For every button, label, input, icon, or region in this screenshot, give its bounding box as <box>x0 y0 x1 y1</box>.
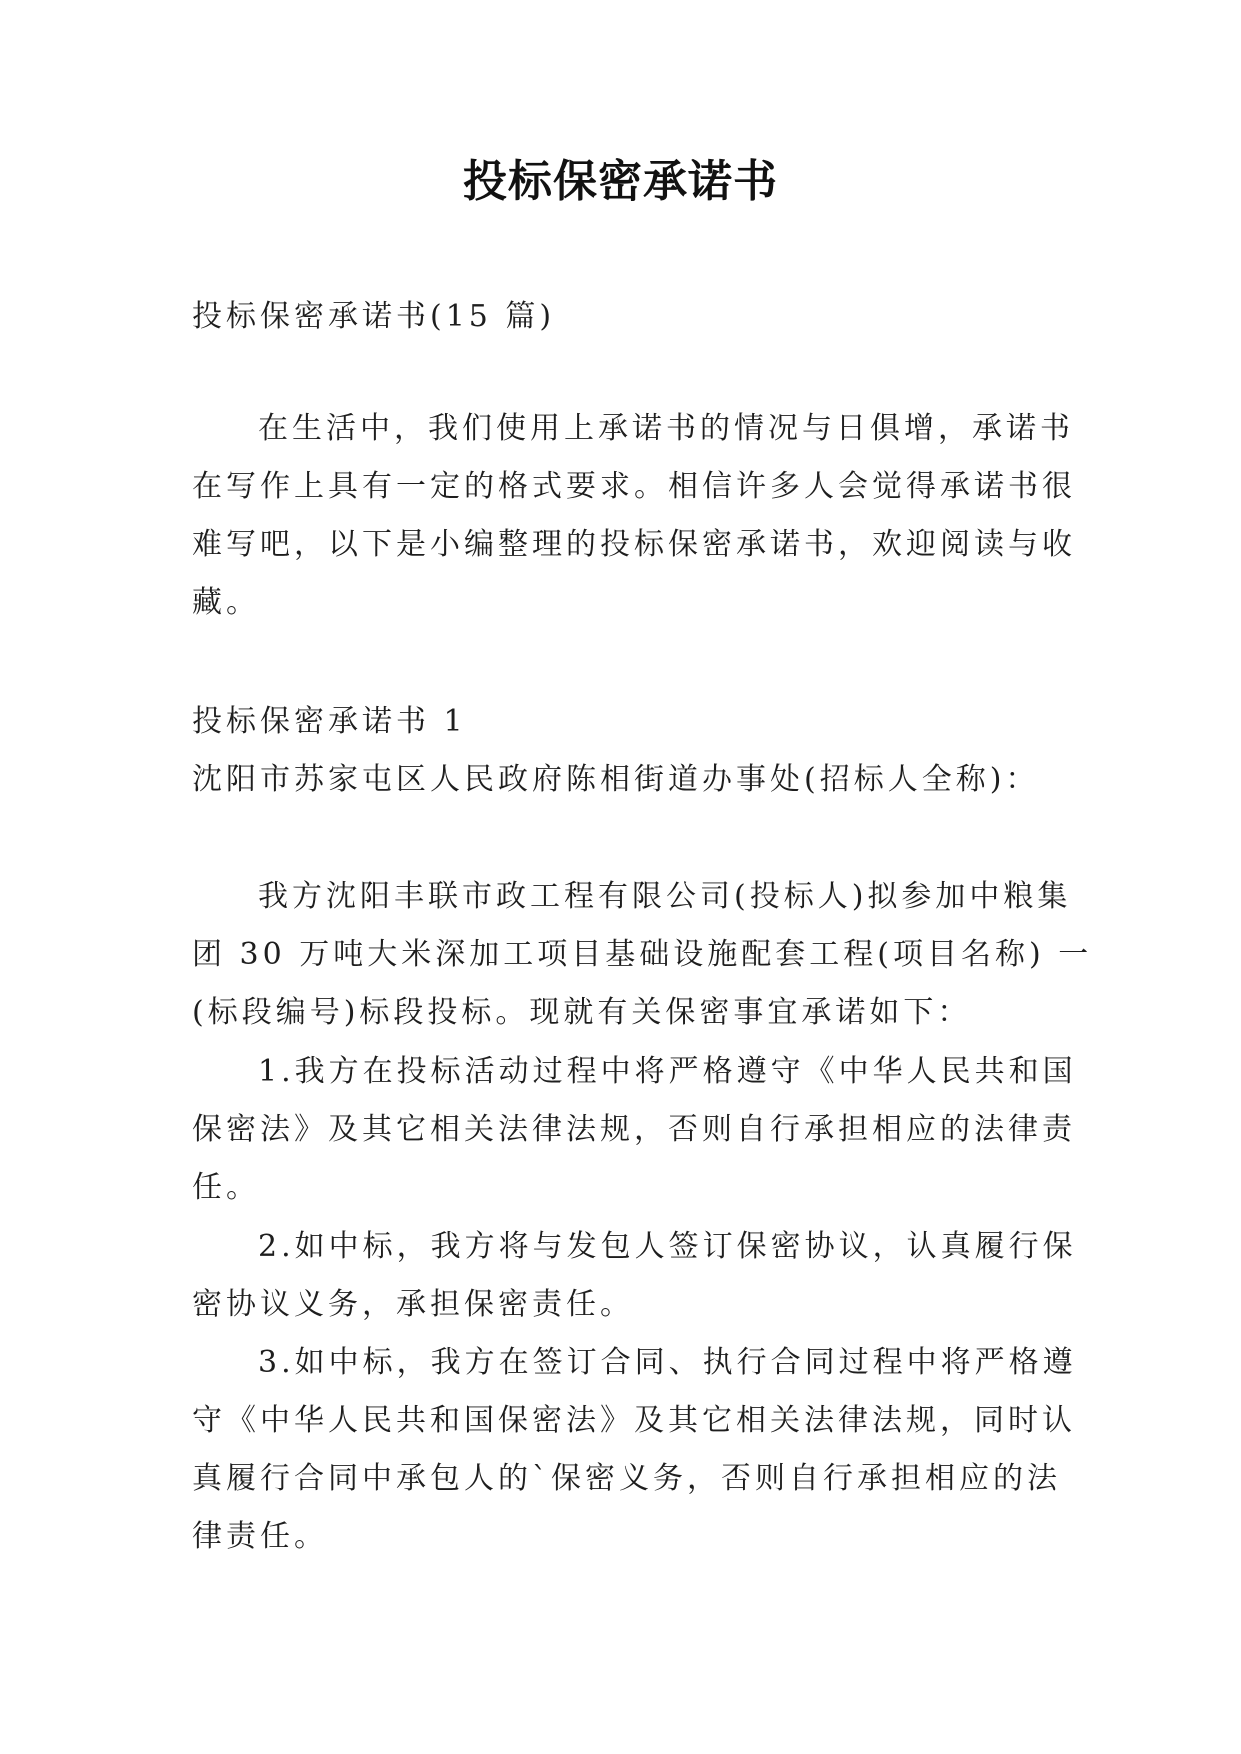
commitment-item-3 <box>192 1334 1077 1566</box>
addressee <box>192 751 1058 809</box>
main-paragraph <box>192 868 1093 1042</box>
intro-paragraph <box>192 400 1076 632</box>
addressee-text: 沈阳市苏家屯区人民政府陈相街道办事处(招标人全称)： <box>192 762 1040 797</box>
document-title: 投标保密承诺书 <box>463 156 778 207</box>
intro-line: 难写吧，以下是小编整理的投标保密承诺书，欢迎阅读与收 <box>192 527 1076 562</box>
commitment-item-2 <box>192 1218 1077 1334</box>
item-line: 3.如中标，我方在签订合同、执行合同过程中将严格遵 <box>258 1345 1077 1380</box>
item-line: 保密法》及其它相关法律法规，否则自行承担相应的法律责 <box>192 1112 1076 1147</box>
item-line: 2.如中标，我方将与发包人签订保密协议，认真履行保 <box>258 1229 1077 1264</box>
item-line: 密协议义务，承担保密责任。 <box>192 1287 634 1322</box>
commitment-item-1 <box>192 1043 1077 1217</box>
main-line: 团 30 万吨大米深加工项目基础设施配套工程(项目名称) 一 <box>192 937 1093 972</box>
section-heading <box>192 693 1058 751</box>
intro-line: 在生活中，我们使用上承诺书的情况与日俱增，承诺书 <box>258 411 1074 446</box>
item-line: 真履行合同中承包人的`保密义务，否则自行承担相应的法 <box>192 1461 1061 1496</box>
item-line: 任。 <box>192 1170 260 1205</box>
subtitle-line: 投标保密承诺书(15 篇) <box>192 299 556 334</box>
item-line: 1.我方在投标活动过程中将严格遵守《中华人民共和国 <box>258 1054 1077 1089</box>
section-heading-text: 投标保密承诺书 1 <box>192 704 467 739</box>
item-line: 守《中华人民共和国保密法》及其它相关法律法规，同时认 <box>192 1403 1076 1438</box>
intro-line: 在写作上具有一定的格式要求。相信许多人会觉得承诺书很 <box>192 469 1076 504</box>
document-subtitle <box>192 288 1058 346</box>
main-line: 我方沈阳丰联市政工程有限公司(投标人)拟参加中粮集 <box>258 879 1072 914</box>
intro-line: 藏。 <box>192 585 260 620</box>
item-line: 律责任。 <box>192 1519 328 1554</box>
main-line: (标段编号)标段投标。现就有关保密事宜承诺如下： <box>192 995 972 1030</box>
